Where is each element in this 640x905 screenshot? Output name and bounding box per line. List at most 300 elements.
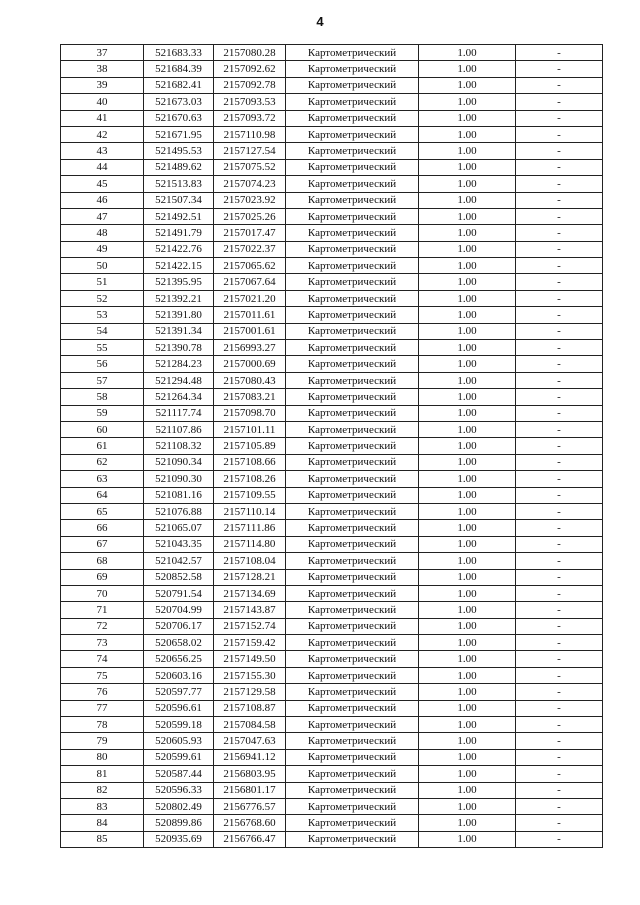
y-coordinate-cell: 2157110.14	[214, 503, 286, 519]
precision-cell: 1.00	[419, 143, 516, 159]
method-cell: Картометрический	[286, 667, 419, 683]
point-number-cell: 69	[61, 569, 144, 585]
x-coordinate-cell: 520704.99	[144, 602, 214, 618]
precision-cell: 1.00	[419, 651, 516, 667]
y-coordinate-cell: 2157023.92	[214, 192, 286, 208]
point-number-cell: 81	[61, 766, 144, 782]
point-number-cell: 55	[61, 340, 144, 356]
x-coordinate-cell: 521422.76	[144, 241, 214, 257]
y-coordinate-cell: 2157017.47	[214, 225, 286, 241]
precision-cell: 1.00	[419, 503, 516, 519]
x-coordinate-cell: 520935.69	[144, 831, 214, 847]
point-number-cell: 52	[61, 290, 144, 306]
note-cell: -	[516, 520, 603, 536]
x-coordinate-cell: 520706.17	[144, 618, 214, 634]
precision-cell: 1.00	[419, 192, 516, 208]
note-cell: -	[516, 471, 603, 487]
precision-cell: 1.00	[419, 798, 516, 814]
note-cell: -	[516, 421, 603, 437]
precision-cell: 1.00	[419, 159, 516, 175]
note-cell: -	[516, 389, 603, 405]
table-row	[61, 798, 603, 814]
y-coordinate-cell: 2157149.50	[214, 651, 286, 667]
precision-cell: 1.00	[419, 45, 516, 61]
precision-cell: 1.00	[419, 766, 516, 782]
method-cell: Картометрический	[286, 176, 419, 192]
method-cell: Картометрический	[286, 290, 419, 306]
note-cell: -	[516, 651, 603, 667]
precision-cell: 1.00	[419, 61, 516, 77]
point-number-cell: 66	[61, 520, 144, 536]
precision-cell: 1.00	[419, 438, 516, 454]
note-cell: -	[516, 323, 603, 339]
method-cell: Картометрический	[286, 225, 419, 241]
coordinates-table	[60, 44, 603, 848]
point-number-cell: 44	[61, 159, 144, 175]
y-coordinate-cell: 2157109.55	[214, 487, 286, 503]
point-number-cell: 67	[61, 536, 144, 552]
note-cell: -	[516, 110, 603, 126]
x-coordinate-cell: 521495.53	[144, 143, 214, 159]
y-coordinate-cell: 2157084.58	[214, 717, 286, 733]
precision-cell: 1.00	[419, 471, 516, 487]
table-row	[61, 569, 603, 585]
point-number-cell: 75	[61, 667, 144, 683]
note-cell: -	[516, 815, 603, 831]
x-coordinate-cell: 521043.35	[144, 536, 214, 552]
x-coordinate-cell: 521673.03	[144, 94, 214, 110]
y-coordinate-cell: 2157129.58	[214, 684, 286, 700]
point-number-cell: 48	[61, 225, 144, 241]
x-coordinate-cell: 521671.95	[144, 126, 214, 142]
table-row	[61, 77, 603, 93]
method-cell: Картометрический	[286, 356, 419, 372]
table-row	[61, 585, 603, 601]
point-number-cell: 60	[61, 421, 144, 437]
note-cell: -	[516, 585, 603, 601]
note-cell: -	[516, 94, 603, 110]
method-cell: Картометрический	[286, 487, 419, 503]
note-cell: -	[516, 454, 603, 470]
table-row	[61, 258, 603, 274]
point-number-cell: 68	[61, 553, 144, 569]
note-cell: -	[516, 405, 603, 421]
note-cell: -	[516, 782, 603, 798]
method-cell: Картометрический	[286, 503, 419, 519]
method-cell: Картометрический	[286, 651, 419, 667]
page-number: 4	[316, 14, 324, 29]
method-cell: Картометрический	[286, 618, 419, 634]
note-cell: -	[516, 749, 603, 765]
note-cell: -	[516, 667, 603, 683]
method-cell: Картометрический	[286, 733, 419, 749]
y-coordinate-cell: 2157108.66	[214, 454, 286, 470]
note-cell: -	[516, 569, 603, 585]
precision-cell: 1.00	[419, 208, 516, 224]
precision-cell: 1.00	[419, 782, 516, 798]
precision-cell: 1.00	[419, 323, 516, 339]
x-coordinate-cell: 521264.34	[144, 389, 214, 405]
y-coordinate-cell: 2157098.70	[214, 405, 286, 421]
precision-cell: 1.00	[419, 667, 516, 683]
table-row	[61, 126, 603, 142]
table-row	[61, 782, 603, 798]
point-number-cell: 46	[61, 192, 144, 208]
method-cell: Картометрический	[286, 831, 419, 847]
note-cell: -	[516, 192, 603, 208]
table-row	[61, 192, 603, 208]
note-cell: -	[516, 700, 603, 716]
precision-cell: 1.00	[419, 126, 516, 142]
method-cell: Картометрический	[286, 340, 419, 356]
x-coordinate-cell: 521670.63	[144, 110, 214, 126]
precision-cell: 1.00	[419, 389, 516, 405]
precision-cell: 1.00	[419, 815, 516, 831]
note-cell: -	[516, 143, 603, 159]
y-coordinate-cell: 2157110.98	[214, 126, 286, 142]
method-cell: Картометрический	[286, 421, 419, 437]
table-row	[61, 307, 603, 323]
coordinates-table-body	[61, 45, 603, 848]
x-coordinate-cell: 520899.86	[144, 815, 214, 831]
point-number-cell: 77	[61, 700, 144, 716]
table-row	[61, 176, 603, 192]
precision-cell: 1.00	[419, 520, 516, 536]
method-cell: Картометрический	[286, 717, 419, 733]
precision-cell: 1.00	[419, 340, 516, 356]
point-number-cell: 39	[61, 77, 144, 93]
precision-cell: 1.00	[419, 274, 516, 290]
y-coordinate-cell: 2157128.21	[214, 569, 286, 585]
table-row	[61, 143, 603, 159]
x-coordinate-cell: 520597.77	[144, 684, 214, 700]
point-number-cell: 79	[61, 733, 144, 749]
point-number-cell: 82	[61, 782, 144, 798]
point-number-cell: 45	[61, 176, 144, 192]
method-cell: Картометрический	[286, 389, 419, 405]
y-coordinate-cell: 2156941.12	[214, 749, 286, 765]
method-cell: Картометрический	[286, 274, 419, 290]
note-cell: -	[516, 340, 603, 356]
x-coordinate-cell: 520596.33	[144, 782, 214, 798]
x-coordinate-cell: 521390.78	[144, 340, 214, 356]
table-row	[61, 94, 603, 110]
note-cell: -	[516, 274, 603, 290]
y-coordinate-cell: 2157152.74	[214, 618, 286, 634]
method-cell: Картометрический	[286, 700, 419, 716]
y-coordinate-cell: 2157047.63	[214, 733, 286, 749]
x-coordinate-cell: 520852.58	[144, 569, 214, 585]
point-number-cell: 78	[61, 717, 144, 733]
point-number-cell: 72	[61, 618, 144, 634]
note-cell: -	[516, 208, 603, 224]
method-cell: Картометрический	[286, 372, 419, 388]
y-coordinate-cell: 2157155.30	[214, 667, 286, 683]
method-cell: Картометрический	[286, 45, 419, 61]
method-cell: Картометрический	[286, 241, 419, 257]
point-number-cell: 43	[61, 143, 144, 159]
table-row	[61, 405, 603, 421]
x-coordinate-cell: 521489.62	[144, 159, 214, 175]
note-cell: -	[516, 241, 603, 257]
y-coordinate-cell: 2156993.27	[214, 340, 286, 356]
point-number-cell: 41	[61, 110, 144, 126]
point-number-cell: 53	[61, 307, 144, 323]
x-coordinate-cell: 521392.21	[144, 290, 214, 306]
table-row	[61, 356, 603, 372]
table-row	[61, 503, 603, 519]
note-cell: -	[516, 290, 603, 306]
table-row	[61, 536, 603, 552]
method-cell: Картометрический	[286, 766, 419, 782]
table-row	[61, 421, 603, 437]
point-number-cell: 40	[61, 94, 144, 110]
x-coordinate-cell: 521090.34	[144, 454, 214, 470]
x-coordinate-cell: 520596.61	[144, 700, 214, 716]
precision-cell: 1.00	[419, 569, 516, 585]
x-coordinate-cell: 521117.74	[144, 405, 214, 421]
method-cell: Картометрический	[286, 798, 419, 814]
point-number-cell: 65	[61, 503, 144, 519]
precision-cell: 1.00	[419, 454, 516, 470]
precision-cell: 1.00	[419, 241, 516, 257]
x-coordinate-cell: 521108.32	[144, 438, 214, 454]
table-row	[61, 159, 603, 175]
point-number-cell: 83	[61, 798, 144, 814]
table-row	[61, 340, 603, 356]
method-cell: Картометрический	[286, 258, 419, 274]
note-cell: -	[516, 766, 603, 782]
y-coordinate-cell: 2156768.60	[214, 815, 286, 831]
note-cell: -	[516, 487, 603, 503]
point-number-cell: 50	[61, 258, 144, 274]
table-row	[61, 110, 603, 126]
x-coordinate-cell: 520791.54	[144, 585, 214, 601]
point-number-cell: 70	[61, 585, 144, 601]
point-number-cell: 71	[61, 602, 144, 618]
x-coordinate-cell: 521391.34	[144, 323, 214, 339]
x-coordinate-cell: 521491.79	[144, 225, 214, 241]
point-number-cell: 47	[61, 208, 144, 224]
y-coordinate-cell: 2157127.54	[214, 143, 286, 159]
point-number-cell: 51	[61, 274, 144, 290]
y-coordinate-cell: 2157108.26	[214, 471, 286, 487]
method-cell: Картометрический	[286, 520, 419, 536]
x-coordinate-cell: 520605.93	[144, 733, 214, 749]
method-cell: Картометрический	[286, 192, 419, 208]
precision-cell: 1.00	[419, 307, 516, 323]
x-coordinate-cell: 521081.16	[144, 487, 214, 503]
point-number-cell: 63	[61, 471, 144, 487]
y-coordinate-cell: 2157011.61	[214, 307, 286, 323]
note-cell: -	[516, 717, 603, 733]
y-coordinate-cell: 2157093.53	[214, 94, 286, 110]
x-coordinate-cell: 520603.16	[144, 667, 214, 683]
x-coordinate-cell: 521391.80	[144, 307, 214, 323]
table-row	[61, 290, 603, 306]
precision-cell: 1.00	[419, 405, 516, 421]
y-coordinate-cell: 2157001.61	[214, 323, 286, 339]
note-cell: -	[516, 61, 603, 77]
method-cell: Картометрический	[286, 405, 419, 421]
y-coordinate-cell: 2157080.43	[214, 372, 286, 388]
method-cell: Картометрический	[286, 323, 419, 339]
y-coordinate-cell: 2157108.04	[214, 553, 286, 569]
note-cell: -	[516, 618, 603, 634]
precision-cell: 1.00	[419, 585, 516, 601]
x-coordinate-cell: 521284.23	[144, 356, 214, 372]
precision-cell: 1.00	[419, 421, 516, 437]
method-cell: Картометрический	[286, 815, 419, 831]
y-coordinate-cell: 2156776.57	[214, 798, 286, 814]
method-cell: Картометрический	[286, 536, 419, 552]
point-number-cell: 59	[61, 405, 144, 421]
method-cell: Картометрический	[286, 77, 419, 93]
note-cell: -	[516, 438, 603, 454]
note-cell: -	[516, 831, 603, 847]
y-coordinate-cell: 2157092.62	[214, 61, 286, 77]
x-coordinate-cell: 521042.57	[144, 553, 214, 569]
y-coordinate-cell: 2157065.62	[214, 258, 286, 274]
method-cell: Картометрический	[286, 471, 419, 487]
x-coordinate-cell: 520802.49	[144, 798, 214, 814]
y-coordinate-cell: 2157000.69	[214, 356, 286, 372]
y-coordinate-cell: 2157067.64	[214, 274, 286, 290]
point-number-cell: 58	[61, 389, 144, 405]
table-row	[61, 438, 603, 454]
note-cell: -	[516, 307, 603, 323]
y-coordinate-cell: 2157114.80	[214, 536, 286, 552]
point-number-cell: 62	[61, 454, 144, 470]
y-coordinate-cell: 2157092.78	[214, 77, 286, 93]
y-coordinate-cell: 2157022.37	[214, 241, 286, 257]
method-cell: Картометрический	[286, 635, 419, 651]
x-coordinate-cell: 521683.33	[144, 45, 214, 61]
method-cell: Картометрический	[286, 569, 419, 585]
method-cell: Картометрический	[286, 110, 419, 126]
precision-cell: 1.00	[419, 176, 516, 192]
note-cell: -	[516, 225, 603, 241]
y-coordinate-cell: 2157101.11	[214, 421, 286, 437]
y-coordinate-cell: 2157111.86	[214, 520, 286, 536]
table-row	[61, 274, 603, 290]
note-cell: -	[516, 258, 603, 274]
y-coordinate-cell: 2157075.52	[214, 159, 286, 175]
x-coordinate-cell: 521422.15	[144, 258, 214, 274]
precision-cell: 1.00	[419, 77, 516, 93]
point-number-cell: 49	[61, 241, 144, 257]
x-coordinate-cell: 521507.34	[144, 192, 214, 208]
y-coordinate-cell: 2157025.26	[214, 208, 286, 224]
note-cell: -	[516, 356, 603, 372]
note-cell: -	[516, 798, 603, 814]
note-cell: -	[516, 159, 603, 175]
point-number-cell: 42	[61, 126, 144, 142]
precision-cell: 1.00	[419, 290, 516, 306]
y-coordinate-cell: 2157134.69	[214, 585, 286, 601]
table-row	[61, 815, 603, 831]
point-number-cell: 38	[61, 61, 144, 77]
point-number-cell: 61	[61, 438, 144, 454]
method-cell: Картометрический	[286, 454, 419, 470]
point-number-cell: 76	[61, 684, 144, 700]
x-coordinate-cell: 521492.51	[144, 208, 214, 224]
note-cell: -	[516, 602, 603, 618]
y-coordinate-cell: 2156801.17	[214, 782, 286, 798]
x-coordinate-cell: 521395.95	[144, 274, 214, 290]
table-row	[61, 225, 603, 241]
table-row	[61, 241, 603, 257]
table-row	[61, 749, 603, 765]
note-cell: -	[516, 372, 603, 388]
note-cell: -	[516, 503, 603, 519]
y-coordinate-cell: 2157105.89	[214, 438, 286, 454]
note-cell: -	[516, 126, 603, 142]
method-cell: Картометрический	[286, 553, 419, 569]
table-row	[61, 389, 603, 405]
x-coordinate-cell: 521065.07	[144, 520, 214, 536]
table-row	[61, 651, 603, 667]
point-number-cell: 56	[61, 356, 144, 372]
method-cell: Картометрический	[286, 94, 419, 110]
y-coordinate-cell: 2157159.42	[214, 635, 286, 651]
precision-cell: 1.00	[419, 717, 516, 733]
y-coordinate-cell: 2156803.95	[214, 766, 286, 782]
precision-cell: 1.00	[419, 700, 516, 716]
y-coordinate-cell: 2157093.72	[214, 110, 286, 126]
point-number-cell: 73	[61, 635, 144, 651]
precision-cell: 1.00	[419, 536, 516, 552]
table-row	[61, 700, 603, 716]
table-row	[61, 471, 603, 487]
table-row	[61, 520, 603, 536]
table-row	[61, 372, 603, 388]
x-coordinate-cell: 520599.61	[144, 749, 214, 765]
method-cell: Картометрический	[286, 126, 419, 142]
table-row	[61, 618, 603, 634]
precision-cell: 1.00	[419, 372, 516, 388]
method-cell: Картометрический	[286, 143, 419, 159]
method-cell: Картометрический	[286, 602, 419, 618]
table-row	[61, 684, 603, 700]
precision-cell: 1.00	[419, 684, 516, 700]
method-cell: Картометрический	[286, 585, 419, 601]
x-coordinate-cell: 520656.25	[144, 651, 214, 667]
point-number-cell: 54	[61, 323, 144, 339]
note-cell: -	[516, 733, 603, 749]
y-coordinate-cell: 2157143.87	[214, 602, 286, 618]
method-cell: Картометрический	[286, 307, 419, 323]
method-cell: Картометрический	[286, 782, 419, 798]
table-row	[61, 635, 603, 651]
x-coordinate-cell: 521294.48	[144, 372, 214, 388]
table-row	[61, 733, 603, 749]
y-coordinate-cell: 2157080.28	[214, 45, 286, 61]
method-cell: Картометрический	[286, 749, 419, 765]
precision-cell: 1.00	[419, 553, 516, 569]
precision-cell: 1.00	[419, 831, 516, 847]
precision-cell: 1.00	[419, 110, 516, 126]
method-cell: Картометрический	[286, 684, 419, 700]
table-row	[61, 454, 603, 470]
note-cell: -	[516, 45, 603, 61]
note-cell: -	[516, 553, 603, 569]
precision-cell: 1.00	[419, 618, 516, 634]
precision-cell: 1.00	[419, 258, 516, 274]
table-row	[61, 766, 603, 782]
method-cell: Картометрический	[286, 61, 419, 77]
precision-cell: 1.00	[419, 225, 516, 241]
